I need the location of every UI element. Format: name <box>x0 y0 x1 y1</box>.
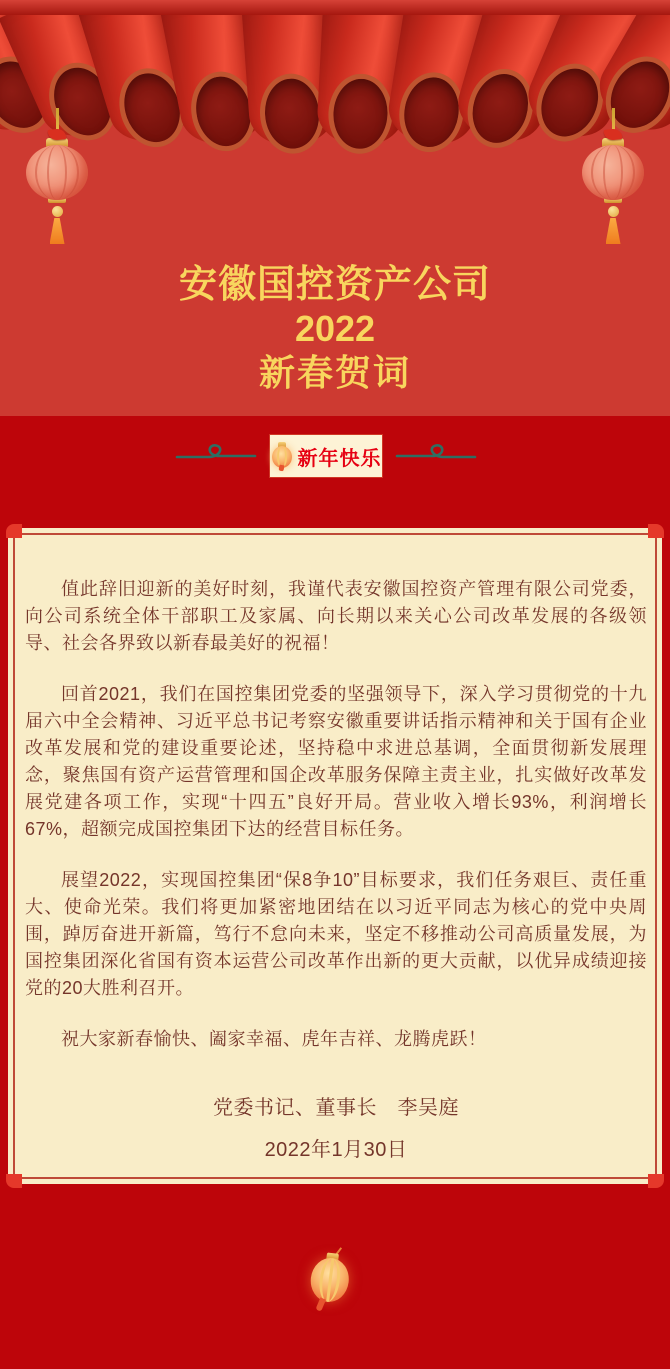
lantern-tassel <box>315 1297 326 1311</box>
firecracker-mouth <box>459 61 543 156</box>
card-corner-ornament <box>648 524 664 538</box>
letter-card <box>8 528 662 1184</box>
lantern-body <box>582 145 644 200</box>
header-section <box>0 0 670 416</box>
card-corner-ornament <box>648 1174 664 1188</box>
title-year: 2022 <box>294 308 376 349</box>
cloud-swirl-right-icon <box>395 443 477 469</box>
lantern-tassel <box>278 465 284 472</box>
letter-paragraph: 值此辞旧迎新的美好时刻，我谨代表安徽国控资产管理有限公司党委，向公司系统全体干部职工及家属、向长期以来关心公司改革发展的各级领导、社会各界致以新春最美好的祝福！ <box>25 579 647 653</box>
lantern-icon <box>24 108 90 244</box>
firecracker-mouth <box>257 72 326 156</box>
lantern-icon <box>271 441 293 471</box>
firecracker-mouth <box>394 68 470 157</box>
letter-paragraph: 展望2022，实现国控集团“保8争10”目标要求，我们任务艰巨、责任重大、使命光荣。我们将更加紧密地团结在以习近平同志为核心的党中央周围，踔厉奋进开新篇，笃行不怠向未来，坚定不移推动公司高质量发展，为国控集团深化省国有资本运营公司改革作出新的更大贡献，以优异成绩迎接党的20大胜利召开。 <box>25 870 647 998</box>
lantern-tassel <box>50 218 65 244</box>
cloud-swirl-left-icon <box>175 443 257 469</box>
lantern-tassel <box>606 218 621 244</box>
date-line: 2022年1月30日 <box>264 1139 408 1161</box>
card-corner-ornament <box>6 524 22 538</box>
title-greeting: 新春贺词 <box>258 352 411 393</box>
letter-paragraph: 回首2021，我们在国控集团党委的坚强领导下，深入学习贯彻党的十九届六中全会精神、习近平总书记考察安徽重要讲话指示精神和关于国有企业改革发展和党的建设重要论述，坚持稳中求进总基调，全面贯彻新发展理念，聚焦国有资产运营管理和国企改革服务保障主责主业，扎实做好改革发展党建各项工作，实现“十四五”良好开局。营业收入增长93%，利润增长67%，超额完成国控集团下达的经营目标任务。 <box>25 684 647 839</box>
banner-label: 新年快乐 <box>297 447 382 470</box>
lantern-icon <box>580 108 646 244</box>
title-company-name: 安徽国控资产公司 <box>178 264 491 306</box>
firecracker-mouth <box>326 72 394 155</box>
card-corner-ornament <box>6 1174 22 1188</box>
lantern-bead <box>608 206 619 217</box>
signature-line: 党委书记、董事长 李吴庭 <box>213 1097 459 1119</box>
new-year-banner <box>0 434 661 478</box>
lantern-body <box>308 1256 351 1304</box>
page-title <box>0 262 670 396</box>
lantern-icon <box>305 1246 356 1311</box>
curtain-top-bar <box>0 0 670 15</box>
letter-body <box>25 576 647 1165</box>
lantern-body <box>26 145 88 200</box>
banner-box <box>270 435 382 477</box>
firecracker-curtain <box>0 0 670 250</box>
lantern-bead <box>52 206 63 217</box>
letter-paragraph: 祝大家新春愉快、阖家幸福、虎年吉祥、龙腾虎跃！ <box>61 1029 487 1049</box>
